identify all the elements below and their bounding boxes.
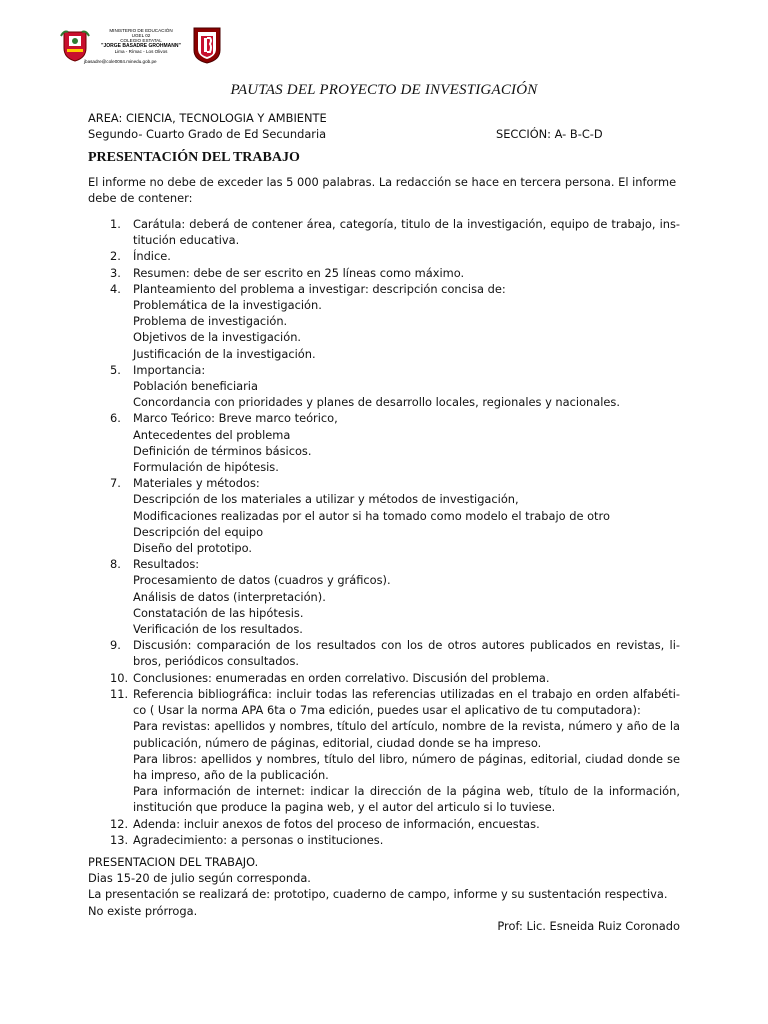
- letterhead-text: [84, 28, 190, 65]
- list-item-number: 4.: [110, 281, 121, 296]
- list-item-number: 11.: [110, 686, 129, 701]
- document-title: PAUTAS DEL PROYECTO DE INVESTIGACIÓN: [230, 82, 538, 98]
- list-item-text: Discusión: comparación de los resultados con los de otros autores publicados en revistas, li-bros, periódicos consultados.: [133, 638, 680, 669]
- presentation-notes: [88, 854, 688, 919]
- list-subitem: Objetivos de la investigación.: [133, 330, 302, 345]
- presentation-note-line: Dias 15-20 de julio según corresponda.: [88, 871, 311, 886]
- school-email: jbasadre@cole0084.minedu.gob.pe: [84, 59, 157, 65]
- list-item-number: 6.: [110, 411, 121, 426]
- reference-format-paragraph: Para revistas: apellidos y nombres, título del artículo, nombre de la revista, número y año de la publicación, número de páginas, editorial, ciudad donde se ha impreso.: [133, 719, 680, 750]
- list-item-text: Índice.: [133, 249, 171, 264]
- list-item-text: Carátula: deberá de contener área, categoría, titulo de la investigación, equipo de trabajo, ins-titución educativa.: [133, 217, 680, 248]
- reference-format-paragraph: Para libros: apellidos y nombres, título del libro, número de páginas, editorial, ciudad donde se ha impreso, año de la publicación.: [133, 751, 680, 782]
- list-item: [88, 216, 680, 248]
- list-item-text: Marco Teórico: Breve marco teórico,: [133, 411, 338, 426]
- teacher-signature: Prof: Lic. Esneida Ruiz Coronado: [497, 919, 680, 933]
- list-item-number: 7.: [110, 476, 121, 491]
- list-item-number: 10.: [110, 670, 129, 685]
- list-subitem: Concordancia con prioridades y planes de desarrollo locales, regionales y nacionales.: [133, 395, 620, 410]
- list-subitem: Formulación de hipótesis.: [133, 460, 279, 475]
- list-item-text: Resumen: debe de ser escrito en 25 líneas como máximo.: [133, 265, 465, 280]
- list-subitem: Diseño del prototipo.: [133, 541, 253, 556]
- intro-paragraph: El informe no debe de exceder las 5 000 palabras. La redacción se hace en tercera persona. El informe debe de contener:: [88, 175, 677, 206]
- list-item-number: 13.: [110, 832, 129, 847]
- list-subitem: Descripción de los materiales a utilizar y métodos de investigación,: [133, 492, 519, 507]
- list-subitem: Población beneficiaria: [133, 379, 258, 394]
- subject-area: AREA: CIENCIA, TECNOLOGIA Y AMBIENTE: [88, 111, 327, 125]
- list-subitem: Antecedentes del problema: [133, 427, 291, 442]
- letterhead: [60, 26, 230, 66]
- list-item: [88, 556, 680, 637]
- list-item: [88, 248, 680, 264]
- list-item: [88, 475, 680, 556]
- list-item-text: Referencia bibliográfica: incluir todas las referencias utilizadas en el trabajo en orden alfabéti-co ( Usar la norma APA 6ta o 7ma edición, puedes usar el aplicativo de tu computadora):: [133, 686, 680, 718]
- list-item-number: 8.: [110, 557, 121, 572]
- list-item-number: 1.: [110, 217, 121, 231]
- school-location: Lima - Rímac - Los Olivos: [114, 48, 168, 54]
- list-item: [88, 816, 680, 832]
- list-item-text: Resultados:: [133, 557, 200, 572]
- ministry-name: MINISTERIO DE EDUCACIÓN: [109, 28, 173, 33]
- list-item: [88, 362, 680, 411]
- list-item: [88, 637, 680, 669]
- reference-format-paragraph: Para información de internet: indicar la dirección de la página web, título de la información, institución que produce la pagina web, y el autor del articulo si lo tuviese.: [133, 784, 680, 815]
- list-subitem: Verificación de los resultados.: [133, 622, 303, 637]
- list-subitem: Constatación de las hipótesis.: [133, 605, 304, 620]
- list-subitem: Descripción del equipo: [133, 524, 264, 539]
- school-type: COLEGIO ESTATAL: [120, 38, 162, 44]
- presentation-note-line: PRESENTACION DEL TRABAJO.: [88, 855, 259, 869]
- list-item: [88, 686, 680, 816]
- requirements-list: [88, 216, 680, 848]
- list-item-text: Adenda: incluir anexos de fotos del proceso de información, encuestas.: [133, 816, 540, 831]
- school-shield-icon: [192, 26, 222, 64]
- list-item: [88, 281, 680, 362]
- list-item-number: 5.: [110, 362, 121, 377]
- list-subitem: Problemática de la investigación.: [133, 298, 322, 313]
- list-item-text: Agradecimiento: a personas o instituciones.: [133, 832, 384, 847]
- list-item: [88, 265, 680, 281]
- grade-level: Segundo- Cuarto Grado de Ed Secundaria: [88, 127, 327, 141]
- list-item-number: 2.: [110, 249, 121, 264]
- list-subitem: Modificaciones realizadas por el autor si ha tomado como modelo el trabajo de otro: [133, 508, 610, 523]
- school-name: "JORGE BASADRE GROHMANN": [101, 42, 181, 49]
- section-label: SECCIÓN: A- B-C-D: [496, 127, 603, 141]
- ugel-name: UGEL 02: [131, 33, 151, 39]
- list-subitem: Definición de términos básicos.: [133, 443, 312, 458]
- list-item: [88, 832, 680, 848]
- list-item-text: Importancia:: [133, 362, 206, 377]
- list-subitem: Procesamiento de datos (cuadros y gráficos).: [133, 573, 391, 588]
- list-item-number: 12.: [110, 816, 129, 831]
- peru-coat-of-arms-icon: [60, 28, 90, 62]
- list-subitem: Análisis de datos (interpretación).: [133, 589, 326, 604]
- list-subitem: Justificación de la investigación.: [133, 346, 316, 361]
- list-item: [88, 410, 680, 475]
- list-item-text: Planteamiento del problema a investigar: descripción concisa de:: [133, 281, 506, 296]
- list-item: [88, 670, 680, 686]
- list-item-number: 9.: [110, 638, 121, 653]
- list-subitem: Problema de investigación.: [133, 314, 288, 329]
- presentation-note-line: No existe prórroga.: [88, 903, 198, 918]
- section-heading: PRESENTACIÓN DEL TRABAJO: [88, 150, 300, 165]
- list-item-text: Conclusiones: enumeradas en orden correlativo. Discusión del problema.: [133, 670, 550, 685]
- list-item-number: 3.: [110, 265, 121, 280]
- presentation-note-line: La presentación se realizará de: prototipo, cuaderno de campo, informe y su sustentación respectiva.: [88, 887, 668, 902]
- list-item-text: Materiales y métodos:: [133, 476, 260, 491]
